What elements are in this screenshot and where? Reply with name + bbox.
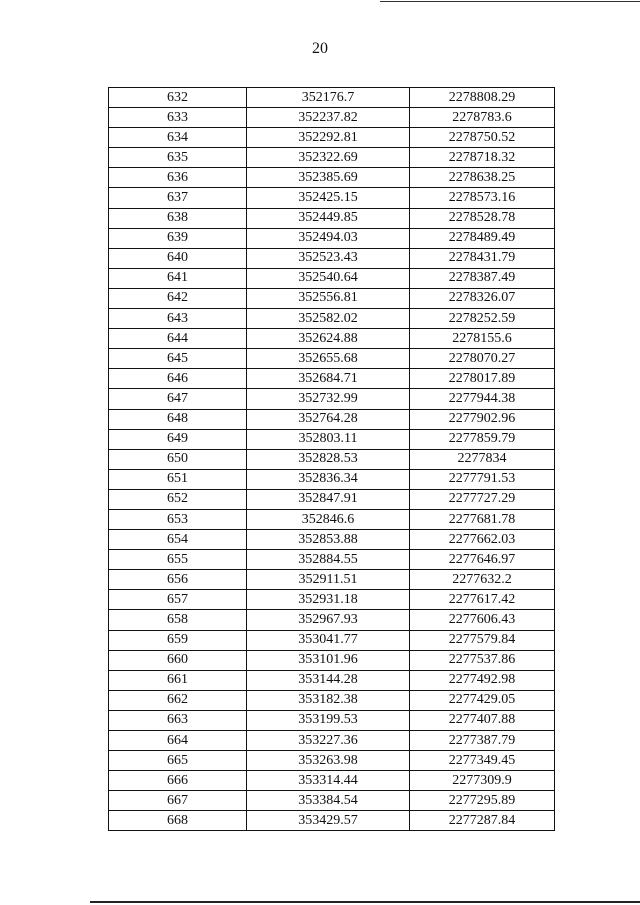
y-coordinate-cell: 2277632.2: [410, 570, 555, 590]
table-row: [109, 168, 555, 188]
table-row: [109, 409, 555, 429]
table-row: [109, 710, 555, 730]
x-coordinate-cell: 352582.02: [247, 309, 410, 329]
y-coordinate-cell: 2277662.03: [410, 530, 555, 550]
y-coordinate-cell: 2277407.88: [410, 710, 555, 730]
y-coordinate-cell: 2278326.07: [410, 288, 555, 308]
y-coordinate-cell: 2277349.45: [410, 751, 555, 771]
table-row: [109, 489, 555, 509]
point-number-cell: 651: [109, 469, 247, 489]
table-row: [109, 208, 555, 228]
x-coordinate-cell: 352385.69: [247, 168, 410, 188]
x-coordinate-cell: 352803.11: [247, 429, 410, 449]
y-coordinate-cell: 2278808.29: [410, 88, 555, 108]
point-number-cell: 638: [109, 208, 247, 228]
x-coordinate-cell: 353314.44: [247, 771, 410, 791]
table-row: [109, 108, 555, 128]
table-row: [109, 329, 555, 349]
point-number-cell: 655: [109, 550, 247, 570]
table-row: [109, 128, 555, 148]
y-coordinate-cell: 2277579.84: [410, 630, 555, 650]
table-row: [109, 469, 555, 489]
y-coordinate-cell: 2278017.89: [410, 369, 555, 389]
table-row: [109, 449, 555, 469]
bottom-rule: [90, 901, 640, 903]
y-coordinate-cell: 2278489.49: [410, 228, 555, 248]
table-row: [109, 268, 555, 288]
y-coordinate-cell: 2277902.96: [410, 409, 555, 429]
point-number-cell: 654: [109, 530, 247, 550]
table-row: [109, 550, 555, 570]
y-coordinate-cell: 2278252.59: [410, 309, 555, 329]
y-coordinate-cell: 2277309.9: [410, 771, 555, 791]
table-row: [109, 670, 555, 690]
y-coordinate-cell: 2277681.78: [410, 509, 555, 529]
top-rule: [380, 1, 640, 2]
point-number-cell: 658: [109, 610, 247, 630]
table-row: [109, 288, 555, 308]
table-row: [109, 590, 555, 610]
point-number-cell: 663: [109, 710, 247, 730]
point-number-cell: 665: [109, 751, 247, 771]
y-coordinate-cell: 2278638.25: [410, 168, 555, 188]
point-number-cell: 653: [109, 509, 247, 529]
x-coordinate-cell: 353144.28: [247, 670, 410, 690]
table-row: [109, 188, 555, 208]
point-number-cell: 661: [109, 670, 247, 690]
x-coordinate-cell: 352449.85: [247, 208, 410, 228]
y-coordinate-cell: 2277537.86: [410, 650, 555, 670]
table-row: [109, 389, 555, 409]
y-coordinate-cell: 2278528.78: [410, 208, 555, 228]
y-coordinate-cell: 2277606.43: [410, 610, 555, 630]
x-coordinate-cell: 352523.43: [247, 248, 410, 268]
x-coordinate-cell: 353041.77: [247, 630, 410, 650]
point-number-cell: 633: [109, 108, 247, 128]
table-row: [109, 630, 555, 650]
x-coordinate-cell: 352911.51: [247, 570, 410, 590]
table-row: [109, 369, 555, 389]
x-coordinate-cell: 352846.6: [247, 509, 410, 529]
x-coordinate-cell: 352732.99: [247, 389, 410, 409]
point-number-cell: 650: [109, 449, 247, 469]
point-number-cell: 644: [109, 329, 247, 349]
table-row: [109, 309, 555, 329]
y-coordinate-cell: 2277646.97: [410, 550, 555, 570]
point-number-cell: 648: [109, 409, 247, 429]
x-coordinate-cell: 352425.15: [247, 188, 410, 208]
x-coordinate-cell: 352494.03: [247, 228, 410, 248]
point-number-cell: 643: [109, 309, 247, 329]
y-coordinate-cell: 2278718.32: [410, 148, 555, 168]
point-number-cell: 656: [109, 570, 247, 590]
table-row: [109, 791, 555, 811]
table-row: [109, 248, 555, 268]
point-number-cell: 646: [109, 369, 247, 389]
point-number-cell: 664: [109, 731, 247, 751]
table-row: [109, 148, 555, 168]
y-coordinate-cell: 2278750.52: [410, 128, 555, 148]
y-coordinate-cell: 2278431.79: [410, 248, 555, 268]
table-row: [109, 751, 555, 771]
point-number-cell: 647: [109, 389, 247, 409]
point-number-cell: 642: [109, 288, 247, 308]
point-number-cell: 660: [109, 650, 247, 670]
y-coordinate-cell: 2277617.42: [410, 590, 555, 610]
table-row: [109, 429, 555, 449]
x-coordinate-cell: 352655.68: [247, 349, 410, 369]
table-row: [109, 349, 555, 369]
table-row: [109, 228, 555, 248]
x-coordinate-cell: 352847.91: [247, 489, 410, 509]
x-coordinate-cell: 352828.53: [247, 449, 410, 469]
x-coordinate-cell: 353182.38: [247, 690, 410, 710]
table-row: [109, 509, 555, 529]
x-coordinate-cell: 352884.55: [247, 550, 410, 570]
coordinates-table-body: [109, 88, 555, 831]
x-coordinate-cell: 353227.36: [247, 731, 410, 751]
point-number-cell: 639: [109, 228, 247, 248]
point-number-cell: 645: [109, 349, 247, 369]
x-coordinate-cell: 352292.81: [247, 128, 410, 148]
y-coordinate-cell: 2277287.84: [410, 811, 555, 831]
x-coordinate-cell: 352176.7: [247, 88, 410, 108]
y-coordinate-cell: 2277492.98: [410, 670, 555, 690]
coordinates-table: [108, 87, 555, 831]
table-row: [109, 731, 555, 751]
x-coordinate-cell: 352931.18: [247, 590, 410, 610]
x-coordinate-cell: 353429.57: [247, 811, 410, 831]
x-coordinate-cell: 352624.88: [247, 329, 410, 349]
y-coordinate-cell: 2277429.05: [410, 690, 555, 710]
point-number-cell: 637: [109, 188, 247, 208]
x-coordinate-cell: 352684.71: [247, 369, 410, 389]
point-number-cell: 666: [109, 771, 247, 791]
table-row: [109, 771, 555, 791]
x-coordinate-cell: 352322.69: [247, 148, 410, 168]
x-coordinate-cell: 353101.96: [247, 650, 410, 670]
point-number-cell: 659: [109, 630, 247, 650]
point-number-cell: 640: [109, 248, 247, 268]
y-coordinate-cell: 2277387.79: [410, 731, 555, 751]
y-coordinate-cell: 2277727.29: [410, 489, 555, 509]
y-coordinate-cell: 2277859.79: [410, 429, 555, 449]
point-number-cell: 652: [109, 489, 247, 509]
table-row: [109, 530, 555, 550]
point-number-cell: 649: [109, 429, 247, 449]
x-coordinate-cell: 353384.54: [247, 791, 410, 811]
x-coordinate-cell: 353199.53: [247, 710, 410, 730]
x-coordinate-cell: 352853.88: [247, 530, 410, 550]
table-row: [109, 690, 555, 710]
y-coordinate-cell: 2278573.16: [410, 188, 555, 208]
point-number-cell: 657: [109, 590, 247, 610]
x-coordinate-cell: 352967.93: [247, 610, 410, 630]
x-coordinate-cell: 352836.34: [247, 469, 410, 489]
point-number-cell: 662: [109, 690, 247, 710]
y-coordinate-cell: 2277791.53: [410, 469, 555, 489]
x-coordinate-cell: 352237.82: [247, 108, 410, 128]
y-coordinate-cell: 2277834: [410, 449, 555, 469]
table-row: [109, 811, 555, 831]
point-number-cell: 635: [109, 148, 247, 168]
y-coordinate-cell: 2277944.38: [410, 389, 555, 409]
table-row: [109, 610, 555, 630]
x-coordinate-cell: 352540.64: [247, 268, 410, 288]
point-number-cell: 636: [109, 168, 247, 188]
x-coordinate-cell: 353263.98: [247, 751, 410, 771]
table-row: [109, 570, 555, 590]
table-row: [109, 88, 555, 108]
page-number: 20: [312, 40, 328, 57]
y-coordinate-cell: 2278783.6: [410, 108, 555, 128]
point-number-cell: 668: [109, 811, 247, 831]
point-number-cell: 641: [109, 268, 247, 288]
y-coordinate-cell: 2278387.49: [410, 268, 555, 288]
y-coordinate-cell: 2278070.27: [410, 349, 555, 369]
point-number-cell: 632: [109, 88, 247, 108]
x-coordinate-cell: 352764.28: [247, 409, 410, 429]
point-number-cell: 667: [109, 791, 247, 811]
x-coordinate-cell: 352556.81: [247, 288, 410, 308]
y-coordinate-cell: 2278155.6: [410, 329, 555, 349]
y-coordinate-cell: 2277295.89: [410, 791, 555, 811]
table-row: [109, 650, 555, 670]
point-number-cell: 634: [109, 128, 247, 148]
